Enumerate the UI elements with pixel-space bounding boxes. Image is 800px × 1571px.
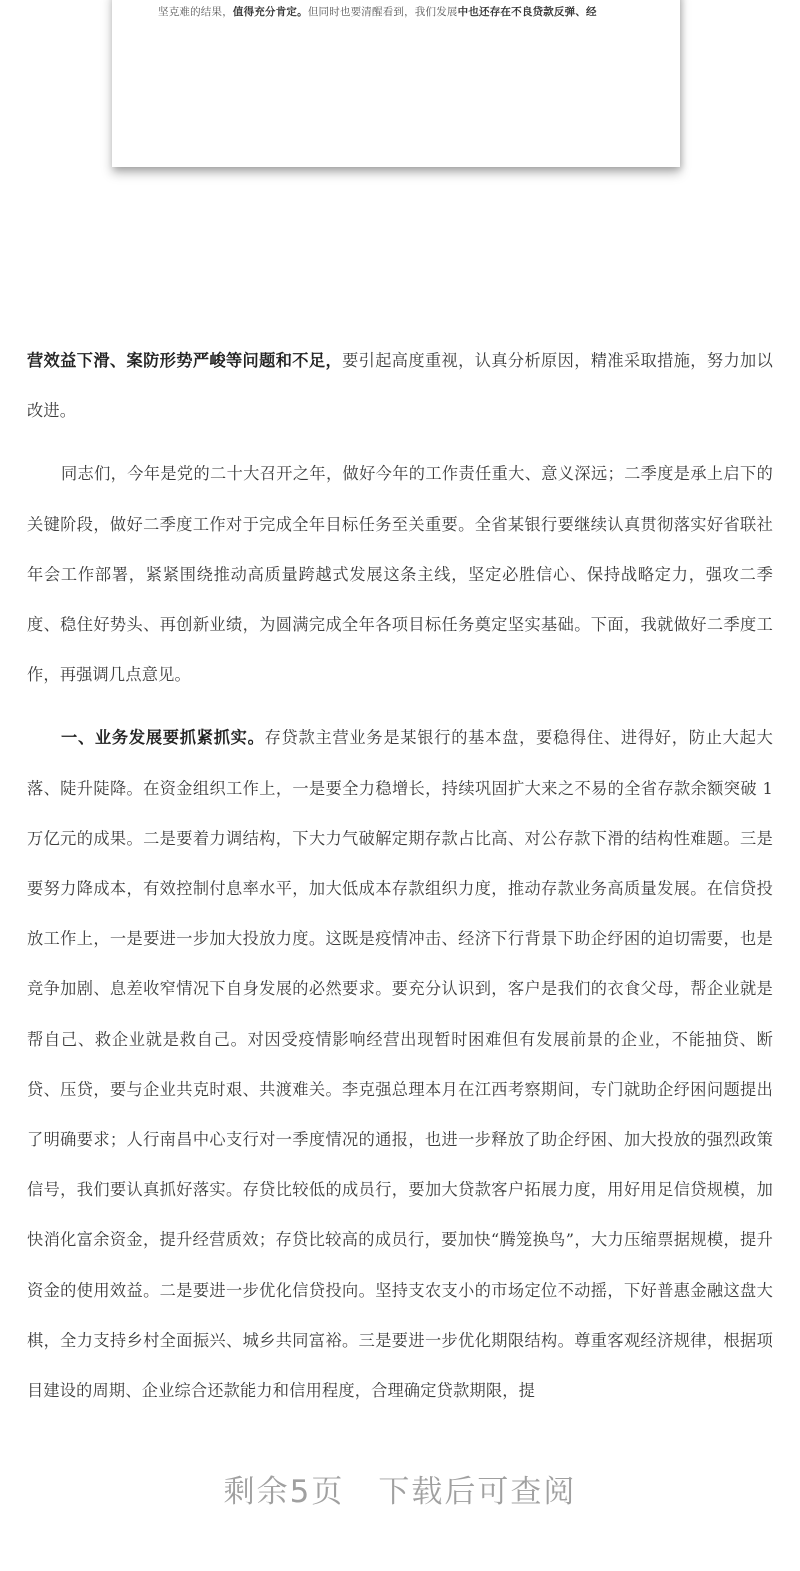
paragraph-2: 同志们，今年是党的二十大召开之年，做好今年的工作责任重大、意义深远；二季度是承上启下的关键阶段，做好二季度工作对于完成全年目标任务至关重要。全省某银行要继续认真贯彻落实好省联社年会工作部署，紧紧围绕推动高质量跨越式发展这条主线，坚定必胜信心、保持战略定力，强攻二季度、稳住好势头、再创新业绩，为圆满完成全年各项目标任务奠定坚实基础。下面，我就做好二季度工作，再强调几点意见。	[27, 464, 773, 685]
preview-text-line	[158, 4, 658, 19]
paragraph-3	[27, 713, 773, 1416]
paragraph-3-text: 存贷款主营业务是某银行的基本盘，要稳得住、进得好，防止大起大落、陡升陡降。在资金组织工作上，一是要全力稳增长，持续巩固扩大来之不易的全省存款余额突破 1 万亿元的成果。二是要着力调结构，下大力气破解定期存款占比高、对公存款下滑的结构性难题。三是要努力降成本，有效控制付息率水平，加大低成本存款组织力度，推动存款业务高质量发展。在信贷投放工作上，一是要进一步加大投放力度。这既是疫情冲击、经济下行背景下助企纾困的迫切需要，也是竞争加剧、息差收窄情况下自身发展的必然要求。要充分认识到，客户是我们的衣食父母，帮企业就是帮自己、救企业就是救自己。对因受疫情影响经营出现暂时困难但有发展前景的企业，不能抽贷、断贷、压贷，要与企业共克时艰、共渡难关。李克强总理本月在江西考察期间，专门就助企纾困问题提出了明确要求；人行南昌中心支行对一季度情况的通报，也进一步释放了助企纾困、加大投放的强烈政策信号，我们要认真抓好落实。存贷比较低的成员行，要加大贷款客户拓展力度，用好用足信贷规模，加快消化富余资金，提升经营质效；存贷比较高的成员行，要加快“腾笼换鸟”，大力压缩票据规模，提升资金的使用效益。二是要进一步优化信贷投向。坚持支农支小的市场定位不动摇，下好普惠金融这盘大棋，全力支持乡村全面振兴、城乡共同富裕。三是要进一步优化期限结构。尊重客观经济规律，根据项目建设的周期、企业综合还款能力和信用程度，合理确定贷款期限，提	[27, 728, 773, 1401]
preview-text-plain: 但同时也要清醒看到，我们发展	[307, 6, 458, 18]
document-body	[27, 336, 773, 1416]
preview-text-bold: 值得充分肯定。	[232, 6, 308, 18]
download-hint-label: 下载后可查阅	[378, 1474, 577, 1510]
paragraph-1-text: 要引起高度重视，认真分析原因，精准采取措施，努力加以改进。	[27, 351, 773, 421]
section-heading: 一、业务发展要抓紧抓实。	[61, 728, 265, 748]
paragraph-1-bold: 营效益下滑、案防形势严峻等问题和不足，	[27, 351, 343, 370]
preview-text-plain: 坚克难的结果，	[158, 6, 233, 18]
remaining-pages-footer[interactable]	[0, 1466, 800, 1511]
preview-text-bold: 中也还存在不良贷款反弹、经	[457, 6, 597, 18]
remaining-pages-label: 剩余5页	[223, 1474, 345, 1510]
paragraph-1	[27, 336, 773, 436]
preview-page-card	[112, 0, 680, 167]
